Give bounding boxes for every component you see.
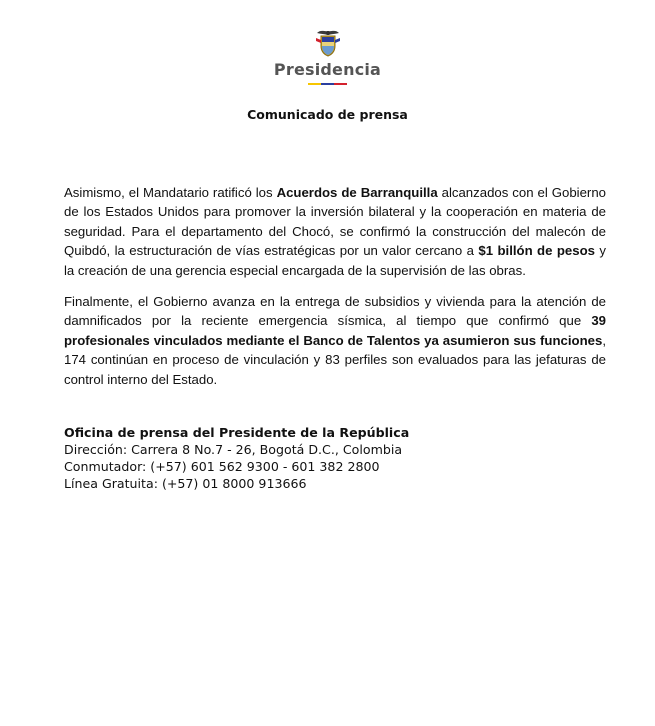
bold-text: 39 profesionales vinculados mediante el Banco de Talentos ya asumieron sus funciones <box>64 313 606 348</box>
paragraph-text: alcanzados con el Gobierno de los Estados Unidos para promover la inversión bilateral y la cooperación en materia de seguridad. Para el departamento del Chocó, se confirmó la construcción del malecón de Quibdó, la estructuración de vías estratégicas por un valor cercano a <box>64 185 606 259</box>
paragraph-text: Asimismo, el Mandatario ratificó los <box>64 185 277 200</box>
contact-heading: Oficina de prensa del Presidente de la República <box>64 425 410 440</box>
contact-phone: Conmutador: (+57) 601 562 9300 - 601 382 2800 <box>64 459 380 474</box>
paragraph-text: , 174 continúan en proceso de vinculación y 83 perfiles son evaluados para las jefaturas de control interno del Estado. <box>64 332 606 387</box>
document-title: Comunicado de prensa <box>247 107 408 122</box>
contact-block <box>64 424 409 492</box>
paragraph-acuerdos <box>64 183 606 280</box>
brand-name: Presidencia <box>273 60 382 79</box>
contact-toll-free: Línea Gratuita: (+57) 01 8000 913666 <box>64 476 307 491</box>
paragraph-text: y la creación de una gerencia especial encargada de la supervisión de las obras. <box>64 243 606 278</box>
presidencia-logo <box>0 28 655 85</box>
bold-text: Acuerdos de Barranquilla <box>276 185 438 200</box>
paragraph-text: Finalmente, el Gobierno avanza en la entrega de subsidios y vivienda para la atención de damnificados por la reciente emergencia sísmica, al tiempo que confirmó que <box>64 294 606 329</box>
paragraph-gobierno <box>64 292 606 389</box>
flag-stripe <box>308 83 348 85</box>
contact-address: Dirección: Carrera 8 No.7 - 26, Bogotá D.C., Colombia <box>64 442 403 457</box>
coat-of-arms-icon <box>313 28 343 58</box>
bold-text: $1 billón de pesos <box>478 243 595 259</box>
